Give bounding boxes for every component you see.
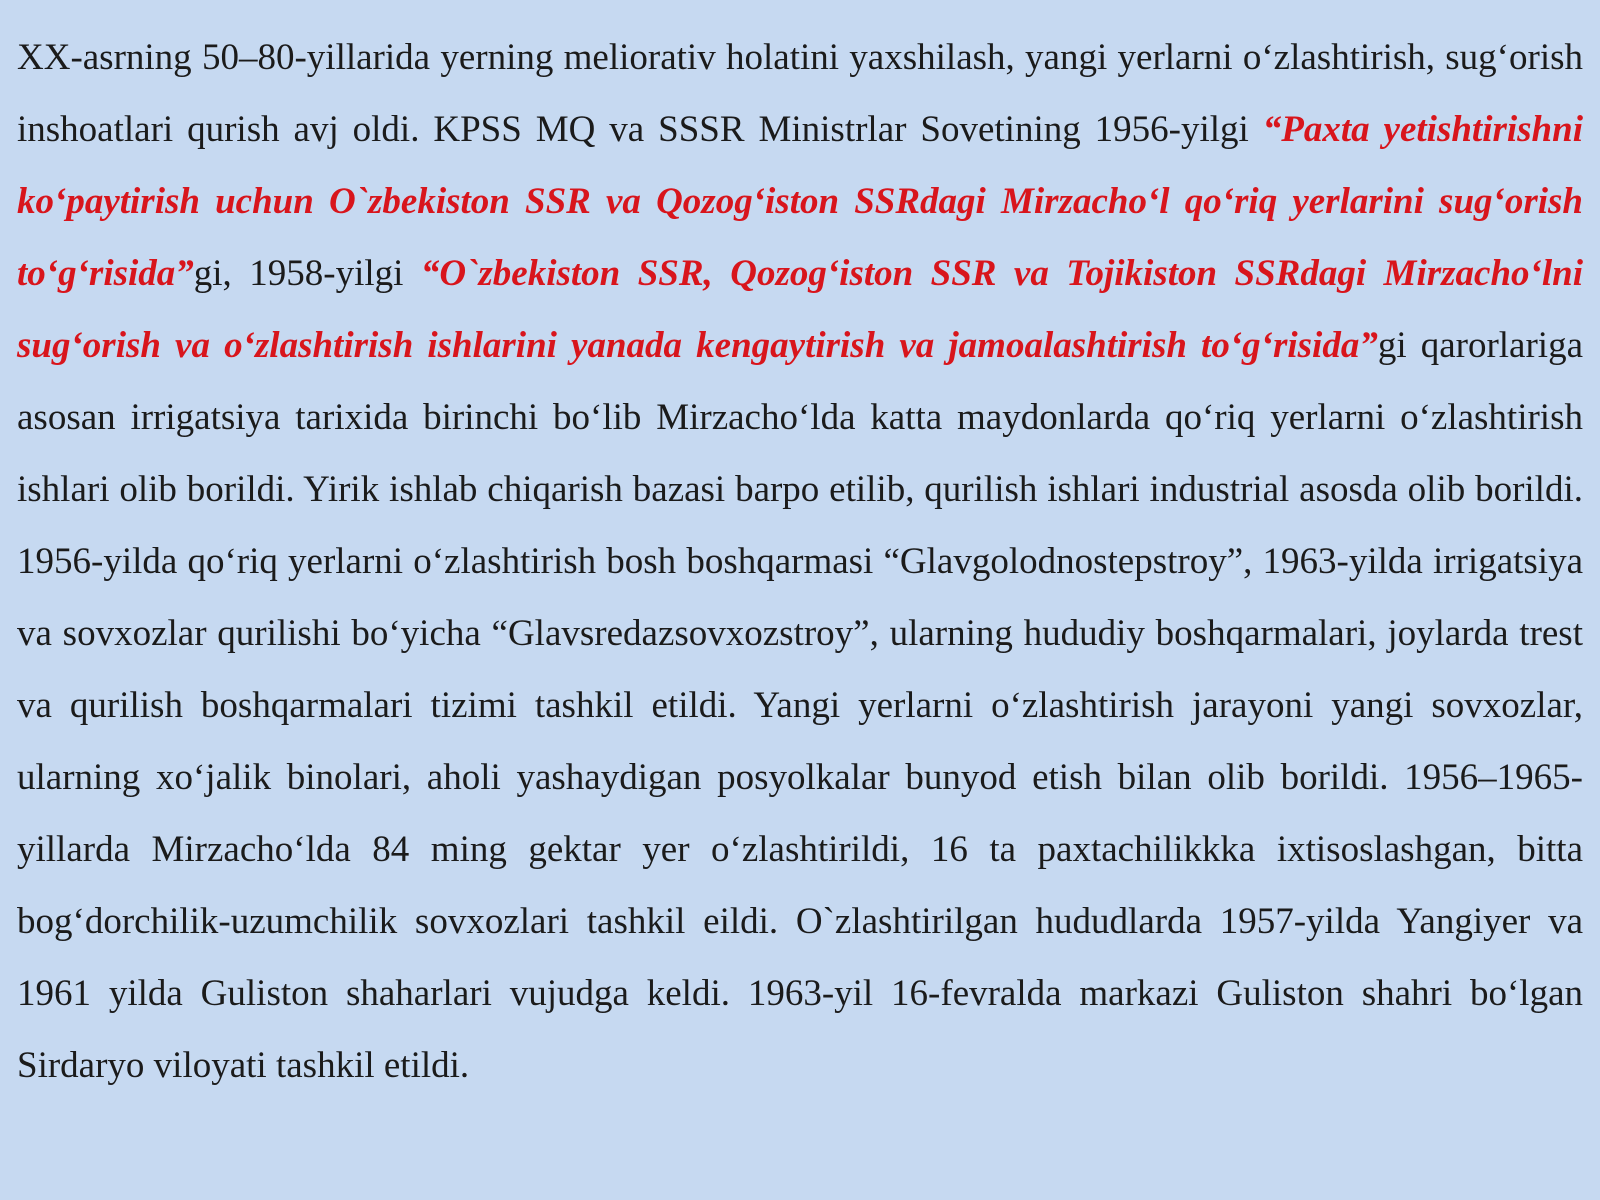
highlighted-decree-title-1958: “O`zbekiston SSR, Qozog‘iston SSR va Tojikiston SSRdagi Mirzacho‘lni sug‘orish va o‘zlashtirish ishlarini yanada kengaytirish va jamoalashtirish to‘g‘risida”: [17, 253, 1583, 366]
paragraph-text-part-2: gi, 1958-yilgi: [193, 253, 421, 294]
body-paragraph: [17, 22, 1583, 1102]
paragraph-text-part-3: gi qarorlariga asosan irrigatsiya tarixida birinchi bo‘lib Mirzacho‘lda katta maydonlarda qo‘riq yerlarni o‘zlashtirish ishlari olib borildi. Yirik ishlab chiqarish bazasi barpo etilib, qurilish ishlari industrial asosda olib borildi. 1956-yilda qo‘riq yerlarni o‘zlashtirish bosh boshqarmasi “Glavgolodnostepstroy”, 1963-yilda irrigatsiya va sovxozlar qurilishi bo‘yicha “Glavsredazsovxozstroy”, ularning hududiy boshqarmalari, joylarda trest va qurilish boshqarmalari tizimi tashkil etildi. Yangi yerlarni o‘zlashtirish jarayoni yangi sovxozlar, ularning xo‘jalik binolari, aholi yashaydigan posyolkalar bunyod etish bilan olib borildi. 1956–1965-yillarda Mirzacho‘lda 84 ming gektar yer o‘zlashtirildi, 16 ta paxtachilikkka ixtisoslashgan, bitta bog‘dorchilik-uzumchilik sovxozlari tashkil eildi. O`zlashtirilgan hududlarda 1957-yilda Yangiyer va 1961 yilda Guliston shaharlari vujudga keldi. 1963-yil 16-fevralda markazi Guliston shahri bo‘lgan Sirdaryo viloyati tashkil etildi.: [17, 325, 1583, 1086]
highlighted-decree-title-1956: “Paxta yetishtirishni ko‘paytirish uchun O`zbekiston SSR va Qozog‘iston SSRdagi Mirzacho‘l qo‘riq yerlarini sug‘orish to‘g‘risida”: [17, 109, 1583, 294]
paragraph-text-part-1: XX-asrning 50–80-yillarida yerning meliorativ holatini yaxshilash, yangi yerlarni o‘zlashtirish, sug‘orish inshoatlari qurish avj oldi. KPSS MQ va SSSR Ministrlar Sovetining 1956-yilgi: [17, 37, 1583, 150]
